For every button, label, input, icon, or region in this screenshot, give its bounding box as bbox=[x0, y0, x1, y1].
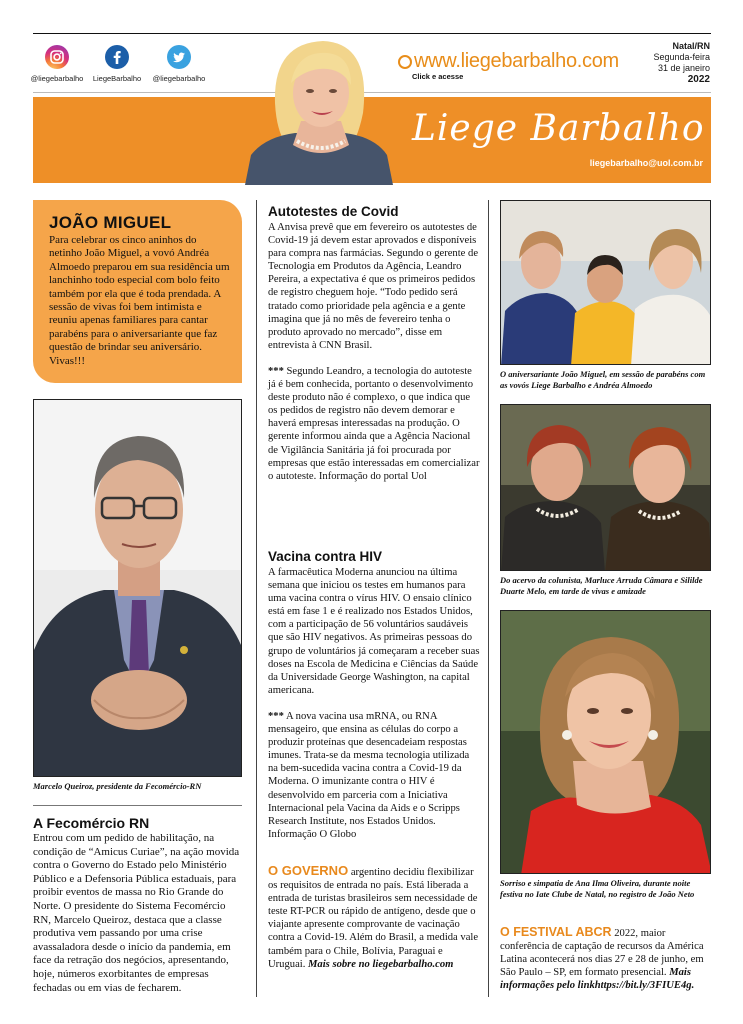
date: 31 de janeiro bbox=[657, 63, 710, 73]
brand-title: Liege Barbalho bbox=[412, 108, 705, 149]
hiv-mark: *** bbox=[268, 710, 284, 722]
facebook-icon bbox=[105, 45, 129, 69]
festival-note bbox=[500, 926, 712, 992]
autotestes-p2-text: Segundo Leandro, a tecnologia do autoteste já é bem conhecida, portanto o desenvolvimento deste produto não é complexo, o que indica que os pedidos de registro não devem demorar e haverá empresas interessadas na produção. O gerente informou ainda que a Agência Nacional de Vigilância Sanitária já foi procurada por empresas que estão interessadas em comercializar o autoteste. Informação do portal Uol bbox=[268, 365, 480, 482]
autotestes-title: Autotestes de Covid bbox=[268, 204, 399, 219]
column-rule-right bbox=[488, 200, 489, 997]
social-facebook[interactable] bbox=[87, 45, 147, 83]
date-block bbox=[653, 41, 710, 85]
hiv-title: Vacina contra HIV bbox=[268, 549, 383, 564]
joao-miguel-title: JOÃO MIGUEL bbox=[49, 213, 172, 232]
ladies-caption: Do acervo da colunista, Marluce Arruda Câmara e Sililde Duarte Melo, em tarde de vivas e amizade bbox=[500, 575, 703, 596]
contact-email[interactable]: liegebarbalho@uol.com.br bbox=[589, 158, 703, 168]
ladies-photo bbox=[500, 404, 711, 571]
joao-miguel-box bbox=[33, 200, 242, 383]
hiv-p1: A farmacêutica Moderna anunciou na última semana que iniciou os testes em humanos para uma vacina contra o vírus HIV. O ensaio clínico está em fase 1 e é realizado nos Estados Unidos, com a participação de 56 voluntários saudáveis que são HIV negativos. As primeiras pessoas do grupo de voluntários já começaram a receber suas doses na Escola de Medicina e Ciências da Saúde da Universidade George Washington, na capital americana. bbox=[268, 567, 480, 696]
birthday-photo bbox=[500, 200, 711, 365]
hiv-p2 bbox=[268, 710, 480, 841]
twitter-icon bbox=[167, 45, 191, 69]
hiv-p2-text: A nova vacina usa mRNA, ou RNA mensageiro, que ensina as células do corpo a produzir proteínas que desencadeiam respostas imunes. Trata-se da mesma tecnologia utilizada na bem-sucedida vacina contra a Covid-19 da Moderna. O imunizante contra o HIV é desenvolvido em parceria com a Iniciativa Internacional pela Vacina da Aids e o Scripps Research Institute, nos Estados Unidos. Informação O Globo bbox=[268, 710, 470, 840]
festival-text: 2022, maior conferência de captação de recursos da América Latina acontecerá nos dias 27 e 28 de junho, em São Paulo – SP, em formato presencial. bbox=[500, 928, 704, 979]
instagram-handle: @liegebarbalho bbox=[30, 74, 84, 83]
left-separator bbox=[33, 805, 242, 806]
autotestes-article bbox=[268, 204, 480, 483]
marcelo-photo bbox=[33, 399, 242, 777]
city: Natal/RN bbox=[672, 41, 710, 51]
facebook-handle: LiegeBarbalho bbox=[92, 74, 142, 83]
fecomercio-title: A Fecomércio RN bbox=[33, 815, 150, 831]
joao-miguel-text: Para celebrar os cinco aninhos do netinho João Miguel, a vovó Andréa Almoedo preparou em sua residência um lanchinho todo especial com bolo feito também por ela que é toda prendada. A sessão de vivas foi bem intimista e reuniu apenas familiares para cantar parabéns para o aniversariante que faz questão de brindar seu aniversário. Vivas!!! bbox=[49, 234, 230, 367]
birthday-caption: O aniversariante João Miguel, em sessão de parabéns com as vovós Liege Barbalho e Andréa Almoedo bbox=[500, 369, 706, 390]
autotestes-mark: *** bbox=[268, 365, 284, 377]
governo-lead: O GOVERNO bbox=[268, 863, 349, 878]
festival-more-link[interactable]: Mais informações pelo linkhttps://bit.ly/3FIUE4g. bbox=[500, 967, 695, 992]
site-url[interactable]: www.liegebarbalho.com bbox=[414, 50, 619, 72]
globe-icon bbox=[398, 55, 412, 69]
year: 2022 bbox=[687, 74, 710, 85]
column-rule-left bbox=[256, 200, 257, 997]
ana-ilma-photo bbox=[500, 610, 711, 874]
hiv-article bbox=[268, 549, 480, 841]
instagram-icon bbox=[45, 45, 69, 69]
autotestes-p2 bbox=[268, 365, 480, 483]
social-instagram[interactable] bbox=[27, 45, 87, 83]
governo-text: argentino decidiu flexibilizar os requisitos de entrada no país. Está liberada a entrada de turistas brasileiros sem necessidade de teste RT-PCR ou rápido de antígeno, desde que o viajante apresente comprovante de vacinação contra a Covid-19. Além do Brasil, a medida vale também para o Chile, Bolívia, Paraguai e Uruguai. bbox=[268, 867, 479, 970]
weekday: Segunda-feira bbox=[653, 52, 710, 62]
governo-more-link[interactable]: Mais sobre no liegebarbalho.com bbox=[308, 958, 454, 970]
governo-note bbox=[268, 864, 480, 971]
click-text: Click e acesse bbox=[412, 72, 464, 81]
autotestes-p1: A Anvisa prevê que em fevereiro os autotestes de Covid-19 já devem estar aprovados e disponíveis para compra nas farmácias. Segundo o gerente de Tecnologia em Produtos da Agência, Leandro Pereira, a expectativa é que os primeiros pedidos de registro cheguem hoje. “Todo pedido será tratado como prioridade pela agência e a gente imagina que já no mês de fevereiro tenha o produto aprovado no mercado”, disse em entrevista à CNN Brasil. bbox=[268, 222, 479, 351]
columnist-photo bbox=[245, 33, 393, 185]
social-twitter[interactable] bbox=[149, 45, 209, 83]
fecomercio-text: Entrou com um pedido de habilitação, na condição de “Amicus Curiae”, na ação movida contra o Governo do Estado pelo Ministério Público e a Defensoria Pública estaduais, para proibir eventos de massa no Rio Grande do Norte. O presidente do Sistema Fecomércio RN, Marcelo Queiroz, destaca que a classe produtiva vem passando por uma crise avassaladora desde o início da pandemia, em face da retração dos negócios, apresentando, hoje, números exorbitantes de empresas fechadas ou em vias de fecharem. bbox=[33, 832, 240, 994]
festival-lead: O FESTIVAL ABCR bbox=[500, 925, 612, 939]
twitter-handle: @liegebarbalho bbox=[152, 74, 206, 83]
marcelo-caption: Marcelo Queiroz, presidente da Fecomércio-RN bbox=[33, 781, 202, 791]
ana-ilma-caption: Sorriso e simpatia de Ana Ilma Oliveira, durante noite festiva no Iate Clube de Natal, no registro de João Neto bbox=[500, 878, 695, 899]
